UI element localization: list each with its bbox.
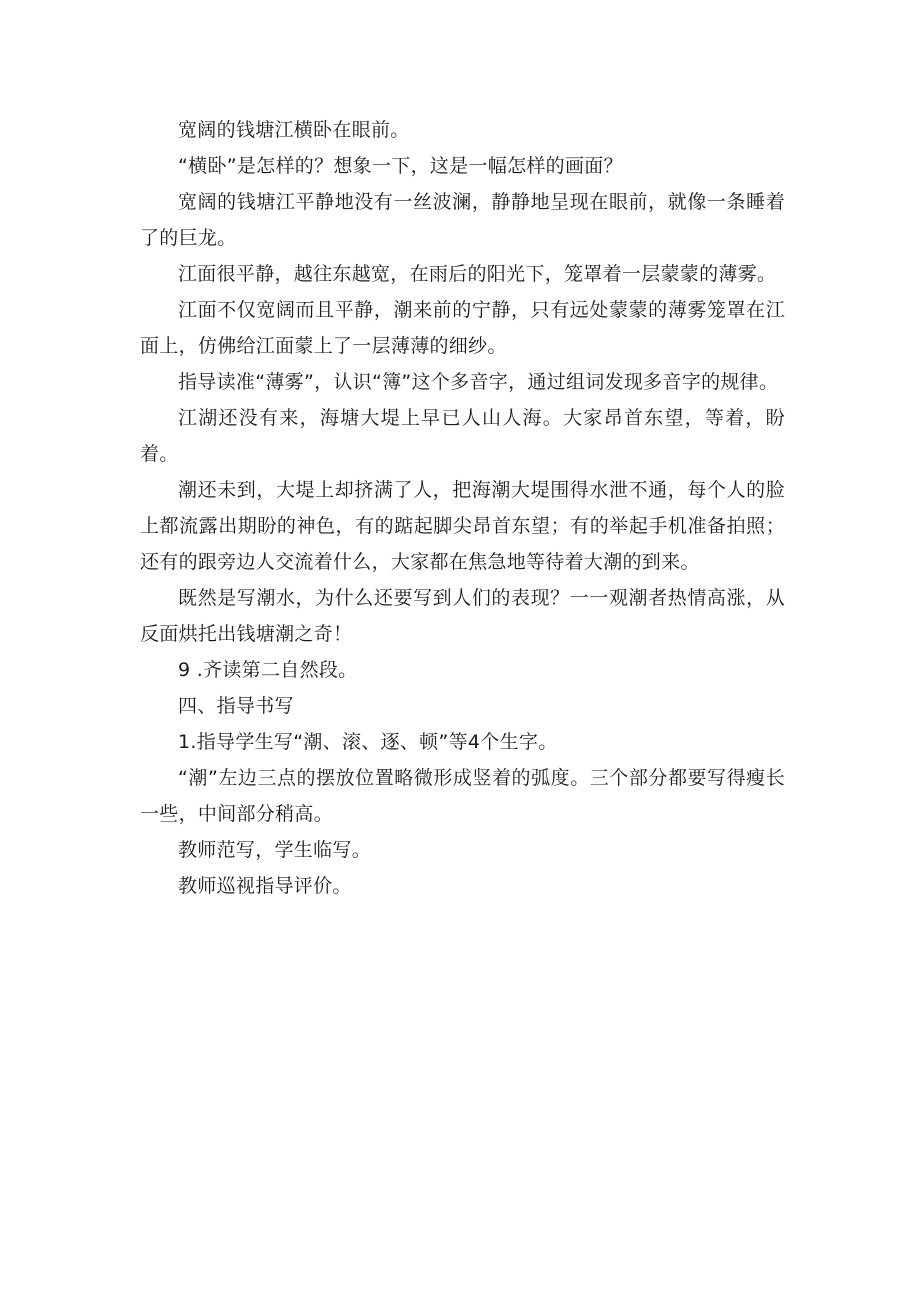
paragraph-14: 教师范写，学生临写。: [178, 839, 372, 861]
numbered-item-9: 9 .齐读第二自然段。: [178, 659, 358, 681]
numbered-item-1: 1.指导学生写“潮、滚、逐、顿”等4个生字。: [178, 731, 558, 753]
paragraph-13: “潮”左边三点的摆放位置略微形成竖着的弧度。三个部分都要写得瘦长一些，中间部分稍高。: [140, 767, 785, 825]
paragraph-1: 宽阔的钱塘江横卧在眼前。: [178, 119, 410, 141]
paragraph-2: “横卧”是怎样的？想象一下，这是一幅怎样的画面？: [178, 155, 623, 177]
paragraph-6: 指导读准“薄雾”，认识“簿”这个多音字，通过组词发现多音字的规律。: [178, 371, 779, 393]
section-heading: 四、指导书写: [178, 695, 294, 717]
paragraph-5: 江面不仅宽阔而且平静，潮来前的宁静，只有远处蒙蒙的薄雾笼罩在江面上，仿佛给江面蒙上了一层薄薄的细纱。: [140, 299, 785, 357]
paragraph-4: 江面很平静，越往东越宽，在雨后的阳光下，笼罩着一层蒙蒙的薄雾。: [178, 263, 777, 285]
paragraph-7: 江湖还没有来，海塘大堤上早已人山人海。大家昂首东望，等着，盼着。: [140, 407, 785, 465]
document-body: [140, 112, 785, 904]
paragraph-8: 潮还未到，大堤上却挤满了人，把海潮大堤围得水泄不通，每个人的脸上都流露出期盼的神色，有的踮起脚尖昂首东望；有的举起手机准备拍照；还有的跟旁边人交流着什么，大家都在焦急地等待着大潮的到来。: [140, 479, 785, 573]
paragraph-15: 教师巡视指导评价。: [178, 875, 352, 897]
paragraph-9: 既然是写潮水，为什么还要写到人们的表现？一一观潮者热情高涨，从反面烘托出钱塘潮之奇！: [140, 587, 785, 645]
paragraph-3: 宽阔的钱塘江平静地没有一丝波澜，静静地呈现在眼前，就像一条睡着了的巨龙。: [140, 191, 785, 249]
